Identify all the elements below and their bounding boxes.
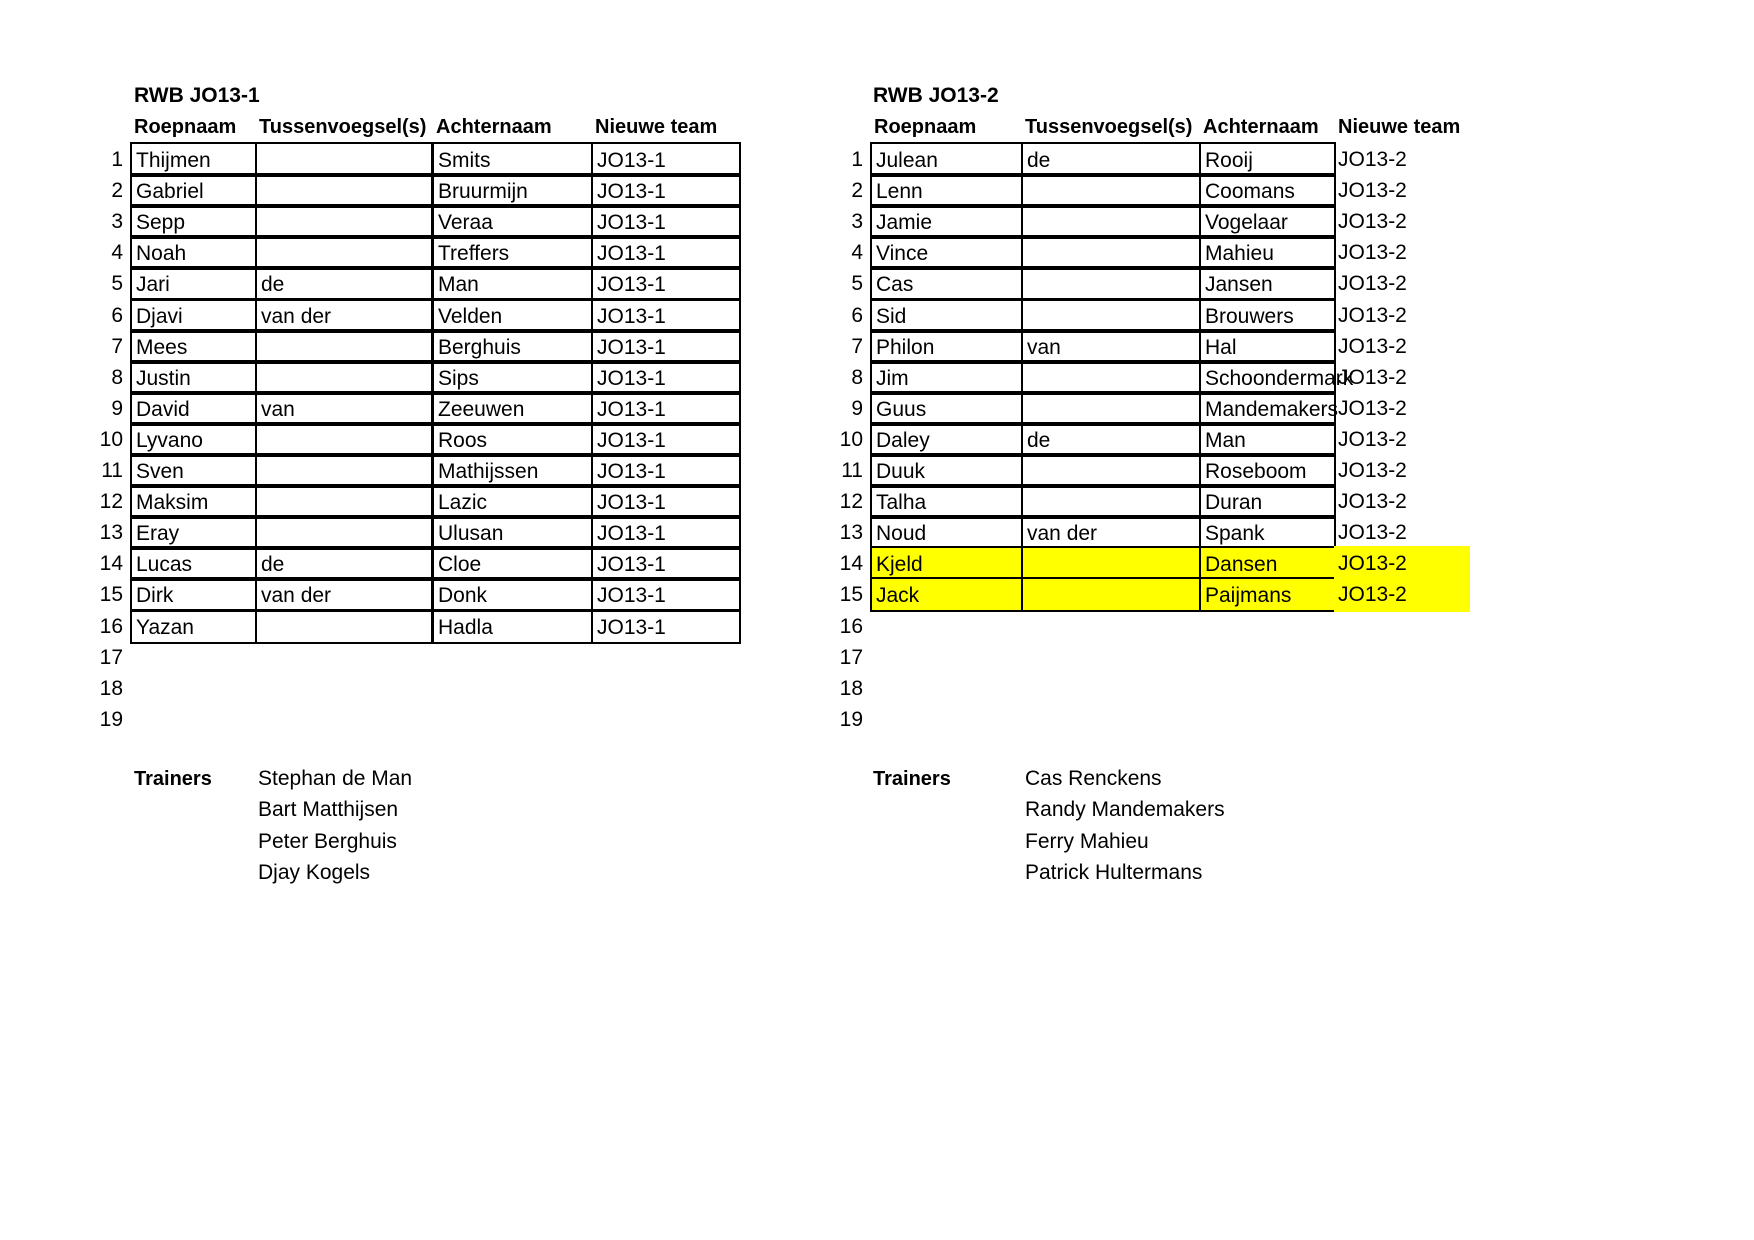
cell-last: Brouwers <box>1199 298 1336 333</box>
trainer-name: Cas Renckens <box>1025 767 1162 790</box>
cell-last: Duran <box>1199 484 1336 519</box>
cell-team: JO13-2 <box>1338 148 1407 171</box>
cell-last: Mandemakers <box>1199 391 1336 426</box>
row-number: 17 <box>99 645 123 669</box>
cell-middle: van der <box>1021 515 1201 550</box>
column-header: Tussenvoegsel(s) <box>1025 116 1193 138</box>
cell-team: JO13-2 <box>1338 334 1407 358</box>
cell-middle <box>1021 577 1201 612</box>
cell-middle <box>255 422 433 457</box>
cell-team: JO13-1 <box>591 235 741 270</box>
cell-last: Roseboom <box>1199 453 1336 488</box>
row-number: 19 <box>839 707 863 731</box>
cell-last: Schoondermark <box>1199 360 1336 395</box>
cell-last: Man <box>432 266 593 301</box>
cell-first: Yazan <box>130 609 257 644</box>
cell-team: JO13-1 <box>591 298 741 333</box>
cell-last: Lazic <box>432 484 593 519</box>
trainer-name: Patrick Hultermans <box>1025 860 1203 884</box>
row-number: 11 <box>101 459 123 482</box>
cell-first: Sven <box>130 453 257 488</box>
trainers-label: Trainers <box>873 768 951 790</box>
row-number: 6 <box>111 303 123 327</box>
cell-middle <box>255 173 433 208</box>
cell-first: Jamie <box>870 204 1023 239</box>
column-header: Roepnaam <box>874 116 977 138</box>
row-number: 12 <box>839 490 863 514</box>
row-number: 4 <box>111 241 123 265</box>
cell-middle: de <box>1021 422 1201 457</box>
cell-team: JO13-1 <box>591 609 741 644</box>
cell-first: Guus <box>870 391 1023 426</box>
cell-middle: de <box>255 266 433 301</box>
cell-first: Talha <box>870 484 1023 519</box>
cell-first: Julean <box>870 142 1023 177</box>
cell-team: JO13-2 <box>1334 546 1470 581</box>
cell-first: Daley <box>870 422 1023 457</box>
cell-first: Maksim <box>130 484 257 519</box>
cell-middle <box>255 360 433 395</box>
cell-middle <box>1021 298 1201 333</box>
row-number: 4 <box>851 241 863 265</box>
trainers-label: Trainers <box>134 768 212 790</box>
row-number: 17 <box>839 645 863 669</box>
cell-last: Dansen <box>1199 546 1336 581</box>
row-number: 8 <box>851 365 863 389</box>
cell-team: JO13-2 <box>1338 490 1407 514</box>
cell-middle <box>1021 235 1201 270</box>
cell-team: JO13-2 <box>1338 210 1407 234</box>
row-number: 3 <box>111 210 123 234</box>
cell-middle <box>255 142 433 177</box>
cell-middle <box>1021 360 1201 395</box>
cell-team: JO13-1 <box>591 577 741 612</box>
row-number: 14 <box>839 552 863 576</box>
cell-first: Jim <box>870 360 1023 395</box>
cell-team: JO13-1 <box>591 142 741 177</box>
row-number: 1 <box>111 148 123 171</box>
cell-last: Ulusan <box>432 515 593 550</box>
team-title: RWB JO13-2 <box>873 84 999 107</box>
row-number: 7 <box>111 334 123 358</box>
cell-first: Eray <box>130 515 257 550</box>
cell-last: Mahieu <box>1199 235 1336 270</box>
cell-middle: van <box>1021 329 1201 364</box>
trainer-name: Bart Matthijsen <box>258 798 399 822</box>
cell-last: Hadla <box>432 609 593 644</box>
row-number: 15 <box>839 583 863 607</box>
cell-first: Jack <box>870 577 1023 612</box>
cell-team: JO13-1 <box>591 422 741 457</box>
cell-last: Jansen <box>1199 266 1336 301</box>
cell-last: Bruurmijn <box>432 173 593 208</box>
row-number: 16 <box>99 614 123 638</box>
row-number: 16 <box>839 614 863 638</box>
cell-middle <box>1021 453 1201 488</box>
cell-middle <box>1021 484 1201 519</box>
cell-team: JO13-2 <box>1338 427 1407 451</box>
row-number: 3 <box>851 210 863 234</box>
trainer-name: Djay Kogels <box>258 860 371 884</box>
cell-last: Berghuis <box>432 329 593 364</box>
cell-last: Mathijssen <box>432 453 593 488</box>
cell-team: JO13-1 <box>591 484 741 519</box>
row-number: 7 <box>851 334 863 358</box>
cell-last: Sips <box>432 360 593 395</box>
row-number: 12 <box>99 490 123 514</box>
team-title: RWB JO13-1 <box>134 84 260 107</box>
cell-last: Smits <box>432 142 593 177</box>
row-number: 15 <box>99 583 123 607</box>
cell-team: JO13-1 <box>591 266 741 301</box>
row-number: 6 <box>851 303 863 327</box>
cell-middle <box>255 453 433 488</box>
cell-middle: van <box>255 391 433 426</box>
cell-team: JO13-1 <box>591 546 741 581</box>
cell-first: Mees <box>130 329 257 364</box>
row-number: 1 <box>851 148 863 171</box>
cell-last: Paijmans <box>1199 577 1336 612</box>
cell-last: Veraa <box>432 204 593 239</box>
cell-last: Vogelaar <box>1199 204 1336 239</box>
cell-middle <box>1021 266 1201 301</box>
column-header: Achternaam <box>436 116 552 138</box>
row-number: 5 <box>851 272 863 296</box>
cell-first: Justin <box>130 360 257 395</box>
cell-first: Cas <box>870 266 1023 301</box>
row-number: 19 <box>99 707 123 731</box>
cell-team: JO13-2 <box>1338 241 1407 265</box>
cell-team: JO13-2 <box>1338 459 1407 482</box>
cell-middle: de <box>255 546 433 581</box>
cell-first: David <box>130 391 257 426</box>
row-number: 2 <box>851 179 863 203</box>
cell-middle <box>1021 546 1201 581</box>
cell-first: Noah <box>130 235 257 270</box>
cell-team: JO13-2 <box>1338 179 1407 203</box>
cell-last: Coomans <box>1199 173 1336 208</box>
cell-middle <box>255 329 433 364</box>
cell-first: Dirk <box>130 577 257 612</box>
cell-middle <box>1021 173 1201 208</box>
cell-first: Kjeld <box>870 546 1023 581</box>
row-number: 13 <box>839 521 863 545</box>
cell-team: JO13-2 <box>1338 521 1407 545</box>
cell-middle <box>255 515 433 550</box>
cell-middle <box>1021 204 1201 239</box>
row-number: 9 <box>851 396 863 420</box>
cell-team: JO13-1 <box>591 391 741 426</box>
cell-first: Thijmen <box>130 142 257 177</box>
trainer-name: Randy Mandemakers <box>1025 798 1225 822</box>
cell-last: Rooij <box>1199 142 1336 177</box>
cell-first: Jari <box>130 266 257 301</box>
row-number: 10 <box>99 427 123 451</box>
row-number: 10 <box>839 427 863 451</box>
trainer-name: Ferry Mahieu <box>1025 829 1149 853</box>
column-header: Roepnaam <box>134 116 237 138</box>
cell-last: Zeeuwen <box>432 391 593 426</box>
cell-team: JO13-1 <box>591 360 741 395</box>
row-number: 13 <box>99 521 123 545</box>
cell-team: JO13-1 <box>591 204 741 239</box>
cell-last: Man <box>1199 422 1336 457</box>
cell-team: JO13-2 <box>1338 365 1407 389</box>
cell-middle <box>255 235 433 270</box>
cell-middle: van der <box>255 298 433 333</box>
cell-first: Philon <box>870 329 1023 364</box>
cell-last: Treffers <box>432 235 593 270</box>
column-header: Achternaam <box>1203 116 1319 138</box>
cell-first: Noud <box>870 515 1023 550</box>
row-number: 2 <box>111 179 123 203</box>
cell-first: Lyvano <box>130 422 257 457</box>
row-number: 8 <box>111 365 123 389</box>
cell-team: JO13-1 <box>591 173 741 208</box>
cell-first: Lenn <box>870 173 1023 208</box>
cell-team: JO13-2 <box>1338 272 1407 296</box>
cell-team: JO13-2 <box>1338 396 1407 420</box>
cell-middle <box>1021 391 1201 426</box>
cell-last: Roos <box>432 422 593 457</box>
row-number: 5 <box>111 272 123 296</box>
cell-first: Vince <box>870 235 1023 270</box>
cell-first: Lucas <box>130 546 257 581</box>
row-number: 18 <box>839 676 863 700</box>
cell-first: Sepp <box>130 204 257 239</box>
cell-team: JO13-1 <box>591 453 741 488</box>
row-number: 9 <box>111 396 123 420</box>
cell-last: Spank <box>1199 515 1336 550</box>
cell-last: Velden <box>432 298 593 333</box>
cell-last: Cloe <box>432 546 593 581</box>
cell-last: Hal <box>1199 329 1336 364</box>
cell-middle: van der <box>255 577 433 612</box>
cell-middle <box>255 609 433 644</box>
cell-first: Djavi <box>130 298 257 333</box>
column-header: Nieuwe team <box>595 116 718 138</box>
cell-middle <box>255 484 433 519</box>
cell-team: JO13-2 <box>1334 577 1470 612</box>
row-number: 14 <box>99 552 123 576</box>
cell-first: Gabriel <box>130 173 257 208</box>
trainer-name: Stephan de Man <box>258 767 413 790</box>
row-number: 11 <box>841 459 863 482</box>
trainer-name: Peter Berghuis <box>258 829 397 853</box>
cell-first: Duuk <box>870 453 1023 488</box>
cell-team: JO13-1 <box>591 329 741 364</box>
column-header: Tussenvoegsel(s) <box>259 116 427 138</box>
cell-first: Sid <box>870 298 1023 333</box>
cell-team: JO13-2 <box>1338 303 1407 327</box>
cell-middle: de <box>1021 142 1201 177</box>
cell-team: JO13-1 <box>591 515 741 550</box>
cell-middle <box>255 204 433 239</box>
column-header: Nieuwe team <box>1338 116 1461 138</box>
row-number: 18 <box>99 676 123 700</box>
cell-last: Donk <box>432 577 593 612</box>
